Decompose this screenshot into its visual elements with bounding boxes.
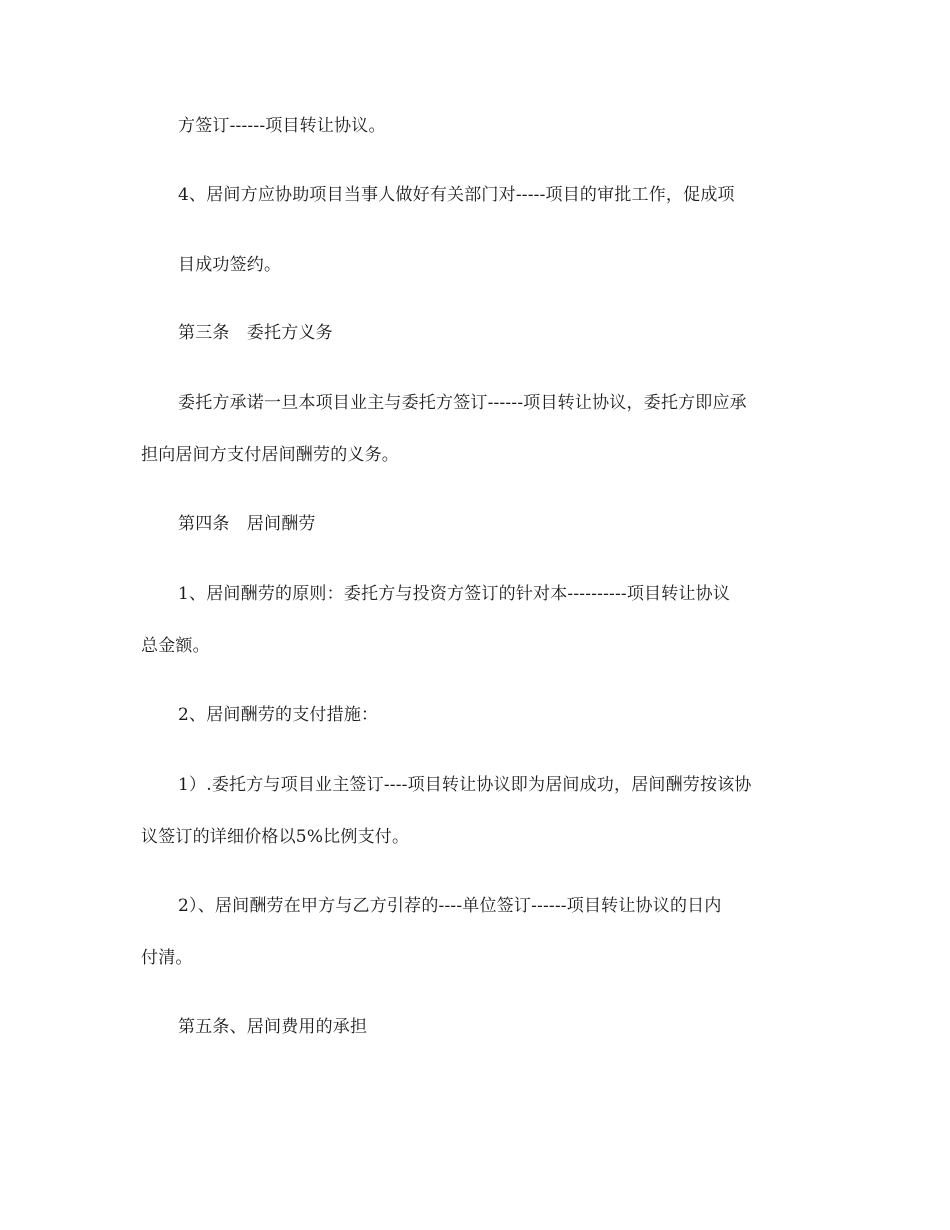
paragraph-line: 议签订的详细价格以5%比例支付。	[141, 827, 410, 847]
paragraph-line: 2）、居间酬劳在甲方与乙方引荐的----单位签订------项目转让协议的日内	[178, 896, 722, 916]
paragraph-line: 2、居间酬劳的支付措施：	[178, 705, 379, 725]
paragraph-line: 1、居间酬劳的原则：委托方与投资方签订的针对本----------项目转让协议	[178, 584, 731, 604]
paragraph-line: 目成功签约。	[178, 255, 282, 275]
paragraph-line: 1）.委托方与项目业主签订----项目转让协议即为居间成功，居间酬劳按该协	[178, 775, 752, 795]
section-heading: 第三条 委托方义务	[178, 323, 333, 343]
paragraph-line: 总金额。	[141, 636, 210, 656]
paragraph-line: 委托方承诺一旦本项目业主与委托方签订------项目转让协议，委托方即应承	[178, 393, 747, 413]
paragraph-line: 方签订------项目转让协议。	[178, 116, 386, 136]
section-heading: 第五条、居间费用的承担	[178, 1017, 368, 1037]
paragraph-line: 4、居间方应协助项目当事人做好有关部门对-----项目的审批工作，促成项	[178, 185, 735, 205]
section-heading: 第四条 居间酬劳	[178, 514, 316, 534]
paragraph-line: 担向居间方支付居间酬劳的义务。	[141, 445, 399, 465]
paragraph-line: 付清。	[141, 948, 193, 968]
